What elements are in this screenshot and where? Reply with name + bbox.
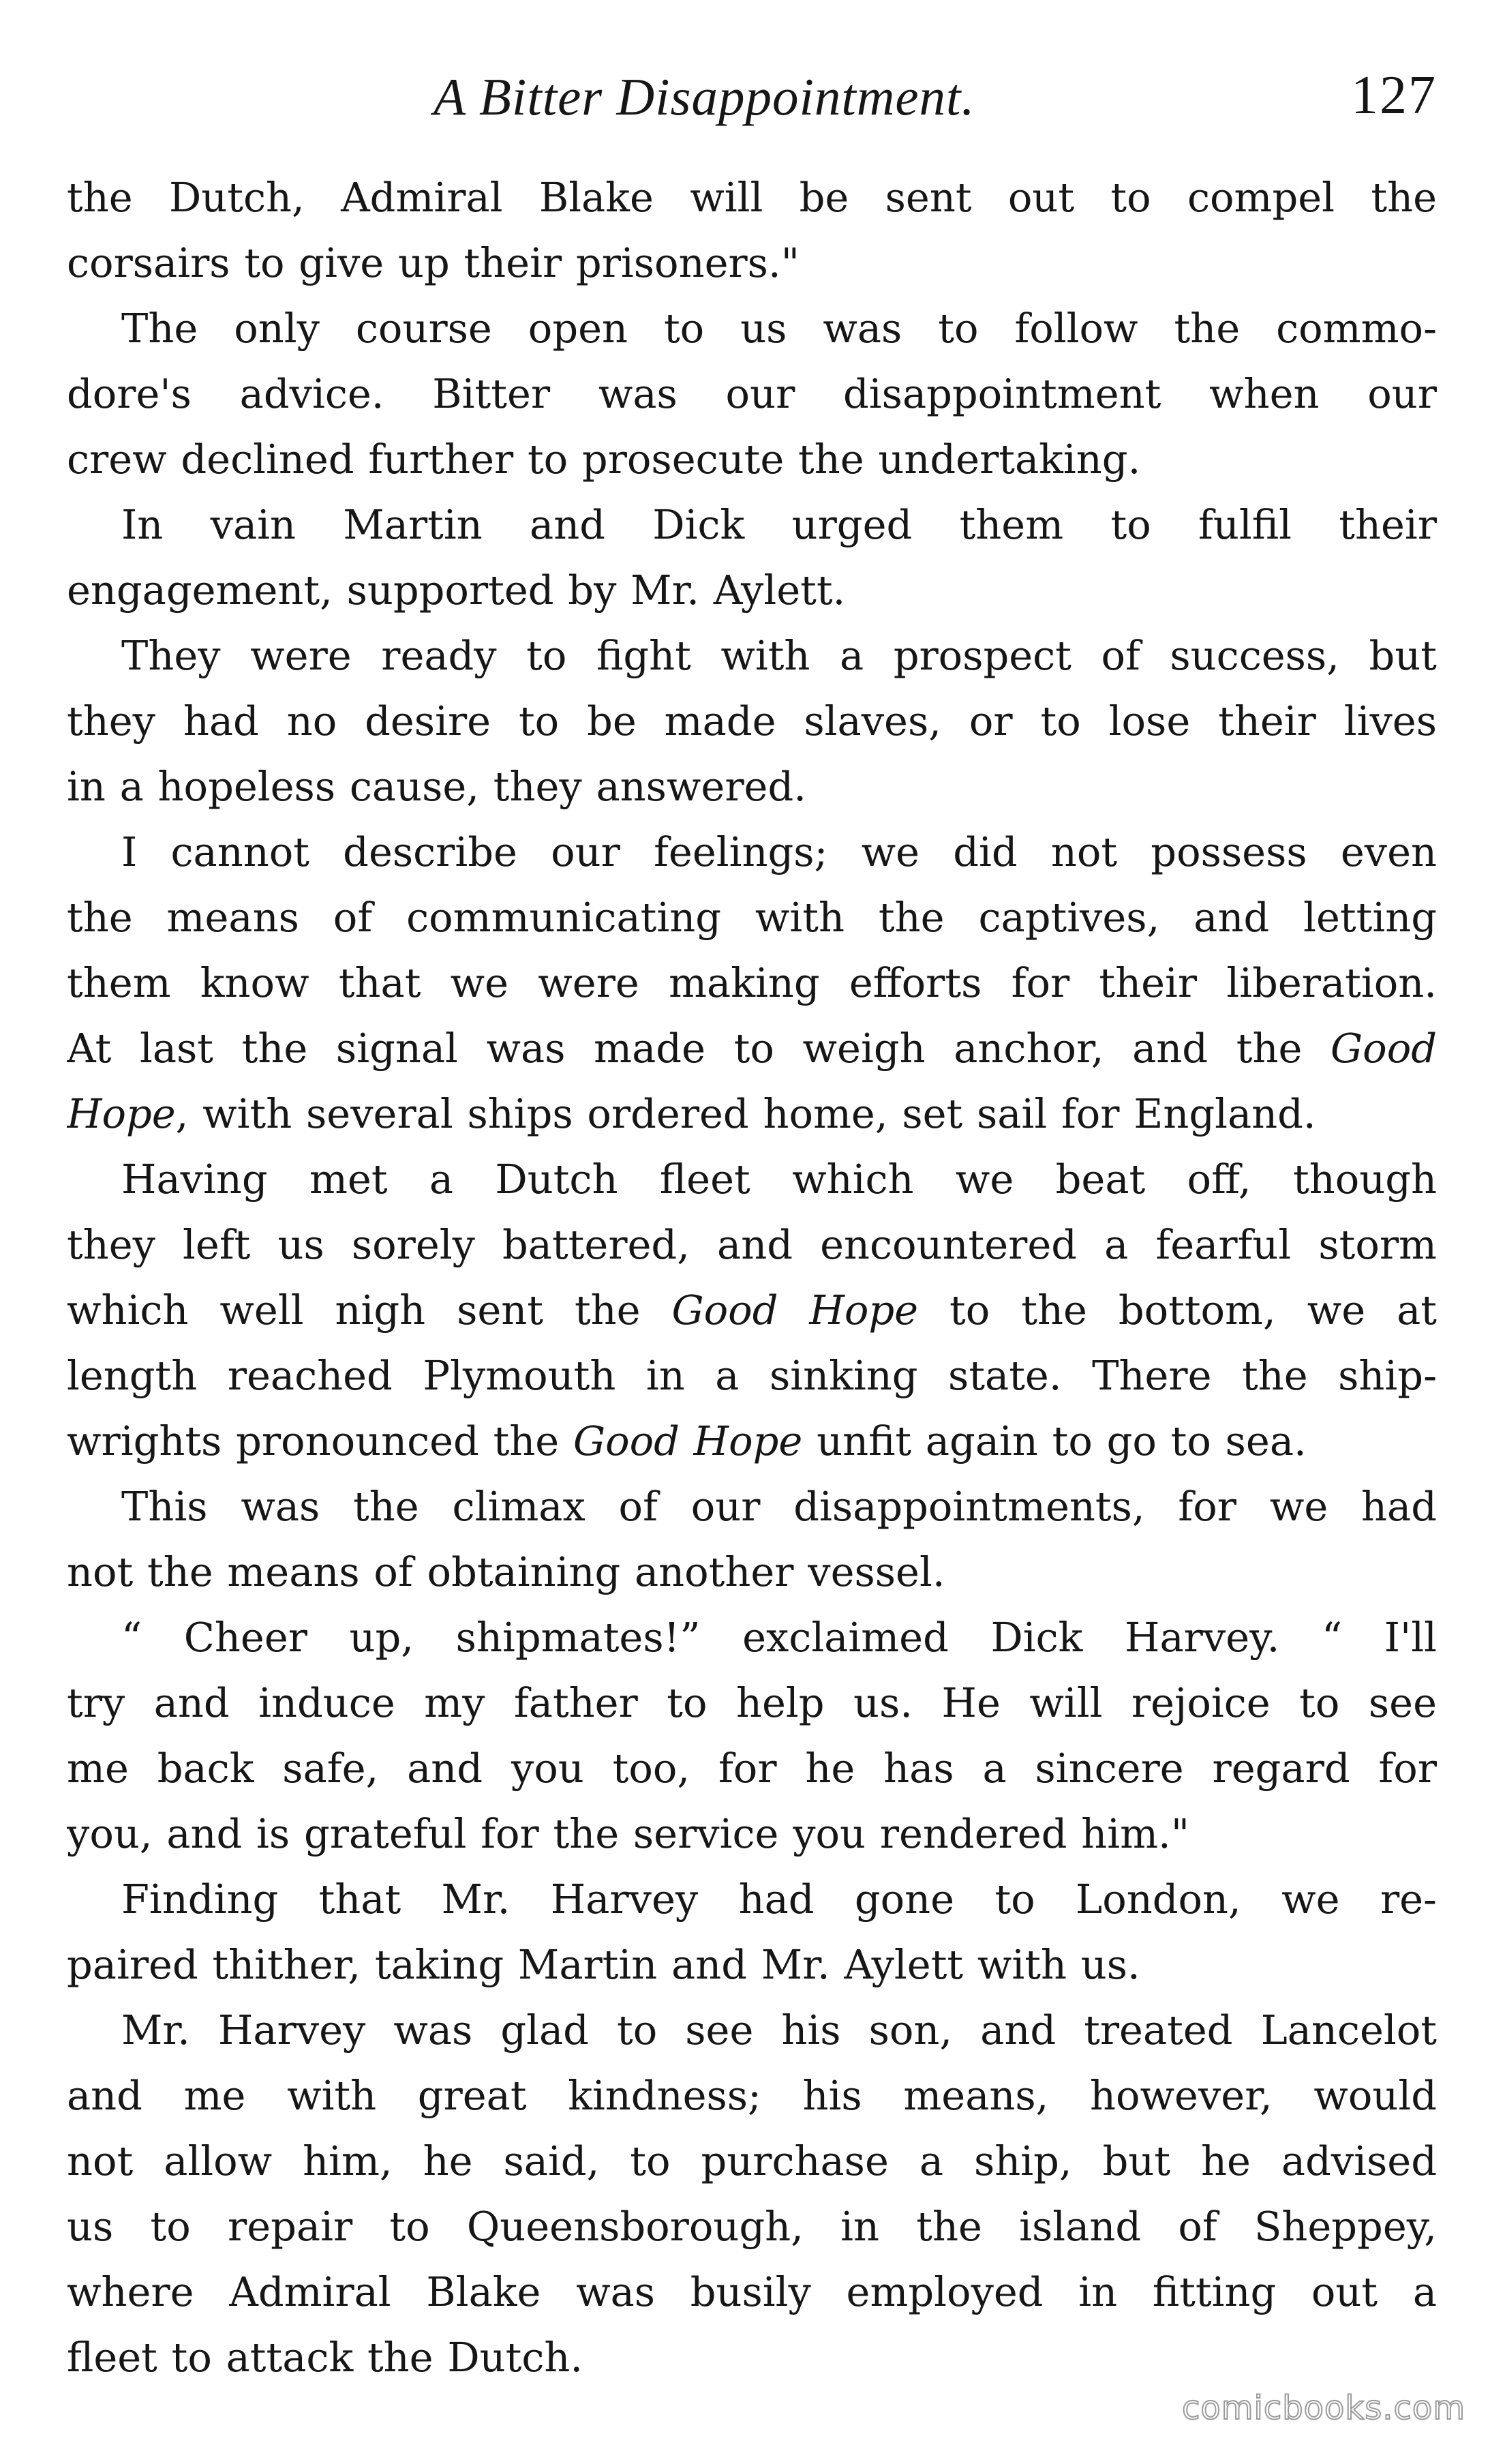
text-line — [67, 1016, 1437, 1081]
text-line: they left us sorely battered, and encountered a fearful storm — [67, 1221, 1437, 1268]
text-line: They were ready to fight with a prospect of success, but — [121, 632, 1437, 679]
text-line: corsairs to give up their prisoners." — [67, 239, 800, 286]
text-line: try and induce my father to help us. He will rejoice to see — [67, 1679, 1437, 1726]
text-line — [67, 1409, 1437, 1474]
text-line: not the means of obtaining another vessel. — [67, 1548, 945, 1595]
text-line: I cannot describe our feelings; we did not possess even — [121, 828, 1437, 875]
text-line — [67, 1278, 1437, 1343]
ship-name: Good Hope — [671, 1287, 919, 1334]
text-line: engagement, supported by Mr. Aylett. — [67, 567, 846, 614]
text-line: and me with great kindness; his means, however, would — [67, 2072, 1437, 2119]
text-segment: wrights pronounced the — [67, 1417, 573, 1464]
text-segment: At last the signal was made to weigh anchor, and the — [67, 1025, 1331, 1072]
text-line: the Dutch, Admiral Blake will be sent out to compel the — [67, 174, 1437, 221]
running-title: A Bitter Disappointment. — [434, 67, 975, 126]
text-line: The only course open to us was to follow the commo- — [121, 305, 1437, 352]
text-line: In vain Martin and Dick urged them to fulfil their — [121, 501, 1437, 548]
text-line: This was the climax of our disappointments, for we had — [121, 1483, 1437, 1530]
text-segment: unfit again to go to sea. — [802, 1417, 1307, 1464]
text-line: fleet to attack the Dutch. — [67, 2334, 583, 2381]
text-segment: to the bottom, we at — [918, 1287, 1437, 1334]
page-number: 127 — [1351, 65, 1437, 125]
text-line: where Admiral Blake was busily employed in fitting out a — [67, 2268, 1437, 2315]
ship-name: Hope — [67, 1090, 176, 1137]
page-header — [67, 49, 1437, 151]
text-line: you, and is grateful for the service you rendered him." — [67, 1810, 1189, 1857]
text-line: paired thither, taking Martin and Mr. Aylett with us. — [67, 1941, 1140, 1988]
ship-name: Good Hope — [573, 1417, 803, 1464]
page-text-body — [67, 165, 1437, 2390]
text-line: length reached Plymouth in a sinking state. There the ship- — [67, 1352, 1437, 1399]
text-line: Mr. Harvey was glad to see his son, and treated Lancelot — [121, 2007, 1437, 2054]
text-line: me back safe, and you too, for he has a sincere regard for — [67, 1745, 1437, 1792]
text-line: crew declined further to prosecute the undertaking. — [67, 436, 1141, 483]
text-line: in a hopeless cause, they answered. — [67, 763, 806, 810]
text-line: dore's advice. Bitter was our disappointment when our — [67, 370, 1437, 417]
ship-name: Good — [1331, 1025, 1437, 1072]
text-segment: which well nigh sent the — [67, 1287, 672, 1334]
text-line — [67, 1081, 1437, 1147]
text-line: the means of communicating with the captives, and letting — [67, 894, 1437, 941]
text-line: they had no desire to be made slaves, or to lose their lives — [67, 697, 1437, 745]
text-line: “ Cheer up, shipmates!” exclaimed Dick Harvey. “ I'll — [121, 1614, 1437, 1661]
text-line: Having met a Dutch fleet which we beat off, though — [121, 1156, 1437, 1203]
text-line: not allow him, he said, to purchase a ship, but he advised — [67, 2137, 1437, 2184]
watermark: comicbooks.com — [1181, 2389, 1465, 2427]
text-line: them know that we were making efforts for their liberation. — [67, 959, 1437, 1006]
text-line: Finding that Mr. Harvey had gone to London, we re- — [121, 1876, 1437, 1923]
text-segment: , with several ships ordered home, set sail for England. — [175, 1090, 1316, 1137]
text-line: us to repair to Queensborough, in the island of Sheppey, — [67, 2203, 1437, 2250]
